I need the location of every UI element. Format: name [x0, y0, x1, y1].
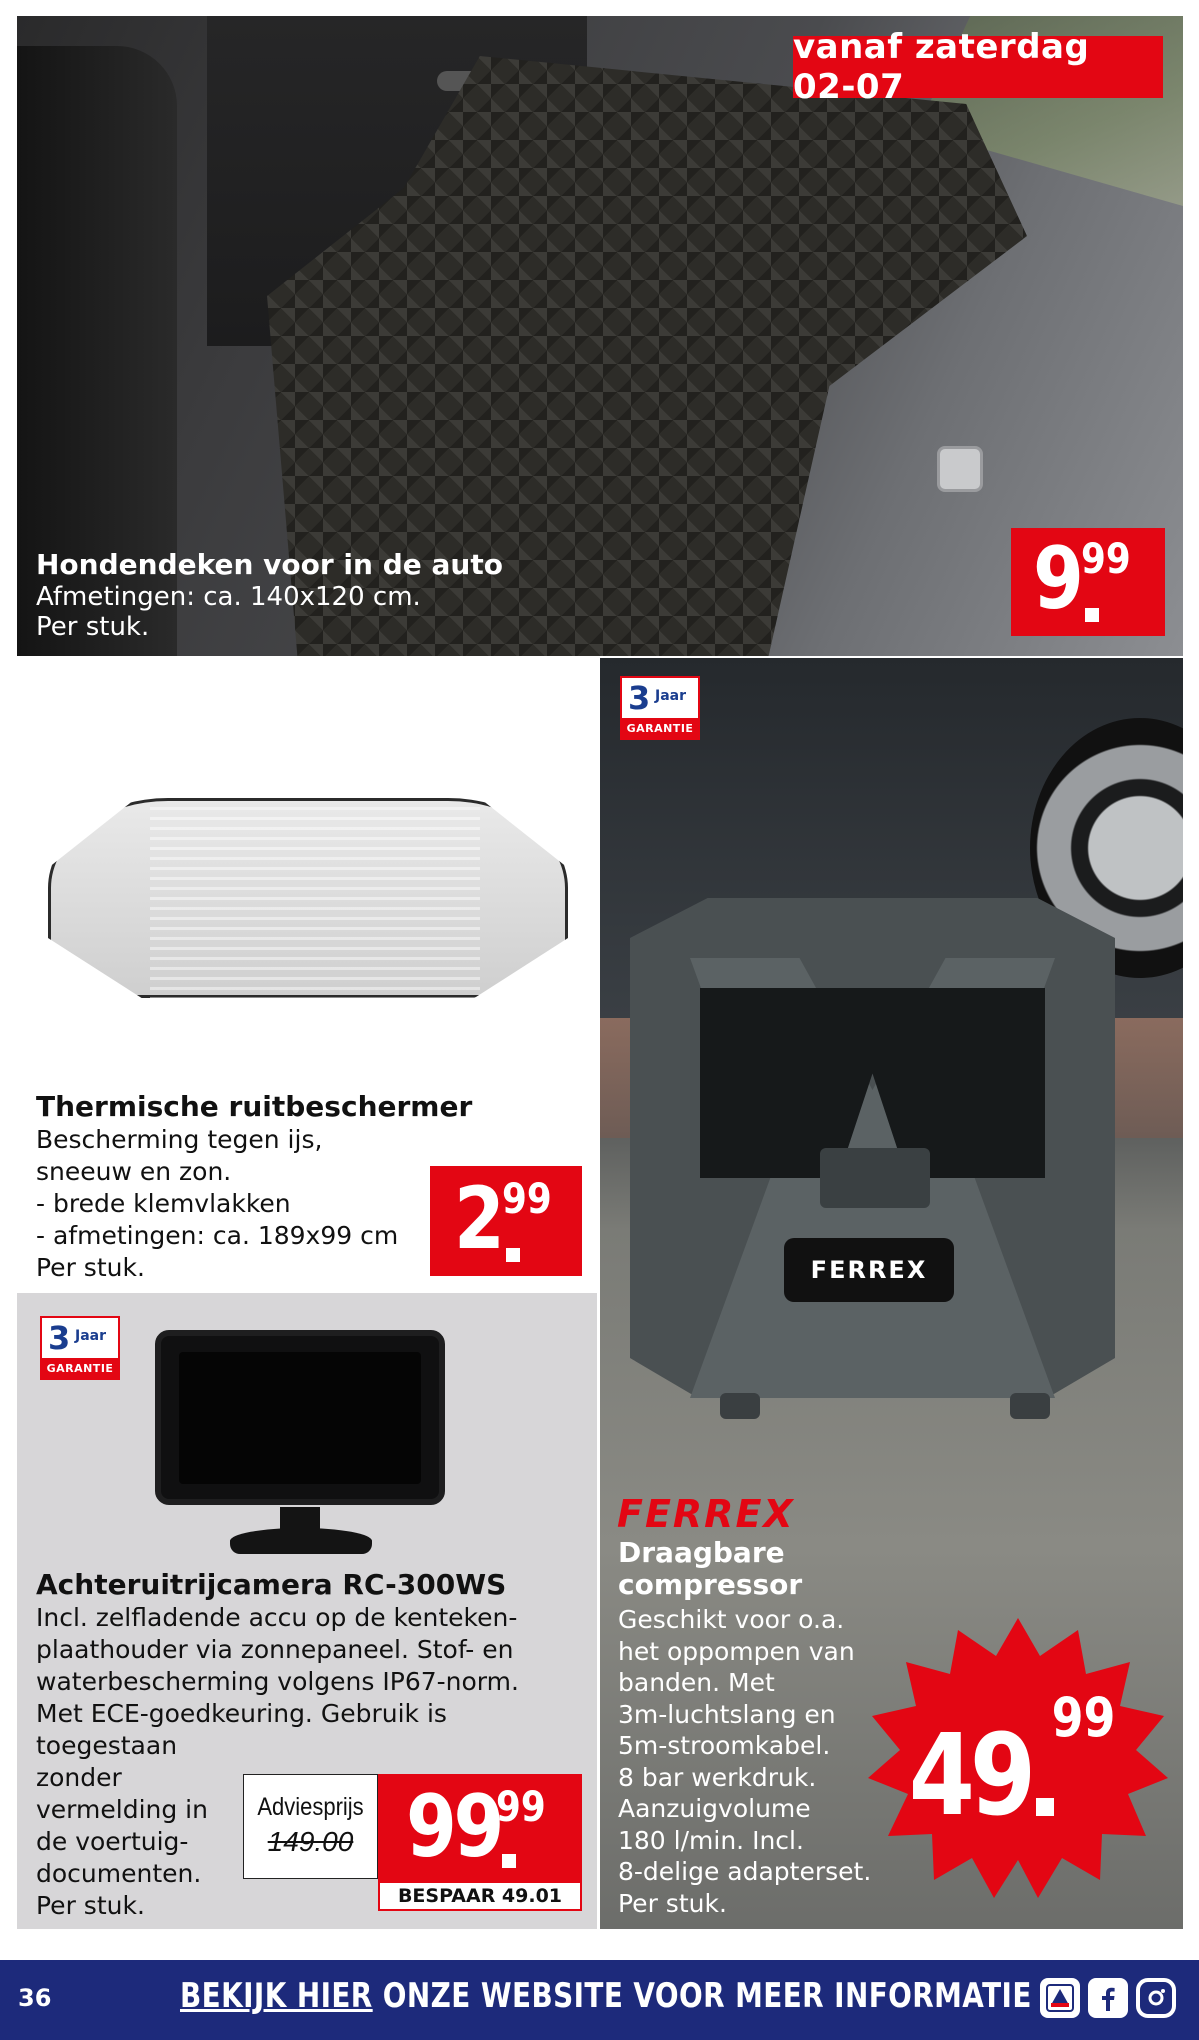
camera-line: vermelding in — [36, 1795, 208, 1824]
camera-line: toegestaan — [36, 1731, 178, 1760]
camera-line: Per stuk. — [36, 1891, 145, 1920]
compressor-line: 180 l/min. Incl. — [618, 1825, 804, 1855]
price-integer: 49 — [908, 1710, 1032, 1841]
door-latch — [937, 446, 983, 492]
savings-label: BESPAAR 49.01 — [378, 1881, 582, 1911]
facebook-glyph — [1095, 1985, 1121, 2011]
window-cover-line: - brede klemvlakken — [36, 1189, 291, 1218]
compressor-line: Geschikt voor o.a. — [618, 1605, 845, 1634]
footer-cta — [180, 1976, 1032, 2016]
compressor-foot — [720, 1393, 760, 1419]
camera-line: Incl. zelfladende accu op de kenteken- — [36, 1603, 518, 1632]
window-cover-line: Bescherming tegen ijs, — [36, 1125, 323, 1154]
price-decimals: 99 — [1081, 534, 1131, 583]
warranty-years: 3 — [48, 1319, 71, 1357]
price-integer: 99 — [406, 1777, 501, 1877]
camera-line: de voertuig- — [36, 1827, 189, 1856]
warranty-unit: Jaar — [655, 688, 687, 704]
website-link[interactable]: BEKIJK HIER — [180, 1976, 373, 2016]
compressor-line: 8-delige adapterset. — [618, 1857, 872, 1886]
facebook-icon[interactable] — [1088, 1978, 1128, 2018]
advies-price-box — [243, 1774, 378, 1879]
instagram-icon[interactable] — [1136, 1978, 1176, 2018]
camera-warranty-badge — [40, 1316, 120, 1380]
window-cover-line: sneeuw en zon. — [36, 1157, 232, 1186]
price-integer: 9 — [1033, 529, 1081, 629]
camera-title: Achteruitrijcamera RC-300WS — [36, 1568, 507, 1601]
camera-line: documenten. — [36, 1859, 202, 1888]
blanket-line: Afmetingen: ca. 140x120 cm. — [36, 582, 421, 612]
instagram-glyph — [1143, 1985, 1169, 2011]
advies-old-price: 149.00 — [267, 1826, 354, 1857]
camera-line: zonder — [36, 1763, 122, 1792]
window-cover-line: Per stuk. — [36, 1253, 145, 1282]
blanket-price-tag — [1011, 528, 1165, 636]
price-dot — [502, 1854, 516, 1868]
ferrex-brand-logo: FERREX — [617, 1492, 795, 1536]
compressor-warranty-badge — [620, 676, 700, 740]
compressor-line: Aanzuigvolume — [618, 1794, 811, 1823]
window-cover-line: - afmetingen: ca. 189x99 cm — [36, 1221, 399, 1250]
compressor-price-burst — [868, 1618, 1168, 1898]
price-dot — [1085, 608, 1099, 622]
power-switch-panel — [820, 1148, 930, 1208]
warranty-label: GARANTIE — [622, 718, 698, 738]
camera-line: plaathouder via zonnepaneel. Stof- en — [36, 1635, 514, 1664]
aldi-icon[interactable] — [1040, 1978, 1080, 2018]
price-decimals: 99 — [496, 1782, 546, 1831]
camera-line: Met ECE-goedkeuring. Gebruik is — [36, 1699, 447, 1728]
compressor-title — [618, 1537, 802, 1601]
price-decimals: 99 — [1051, 1685, 1116, 1749]
compressor-line: 3m-luchtslang en — [618, 1699, 836, 1729]
camera-price-tag — [378, 1774, 582, 1881]
camera-line: waterbescherming volgens IP67-norm. — [36, 1667, 519, 1696]
warranty-label: GARANTIE — [42, 1358, 118, 1378]
compressor-line: Per stuk. — [618, 1888, 727, 1918]
footer-cta-rest: ONZE WEBSITE VOOR MEER INFORMATIE — [372, 1976, 1032, 2016]
window-cover-price-tag — [430, 1166, 582, 1276]
window-cover-texture — [150, 800, 480, 1000]
warranty-years: 3 — [628, 679, 651, 717]
camera-monitor — [155, 1330, 445, 1505]
price-integer: 2 — [454, 1169, 502, 1269]
warranty-unit: Jaar — [75, 1328, 107, 1344]
compressor-line: het oppompen van — [618, 1636, 855, 1666]
blanket-text — [36, 548, 503, 642]
window-cover-title: Thermische ruitbeschermer — [36, 1090, 473, 1123]
compressor-description — [618, 1604, 871, 1919]
footer-bar — [0, 1960, 1199, 2040]
price-dot — [506, 1248, 520, 1262]
monitor-display — [179, 1352, 421, 1484]
advies-label: Adviesprijs — [257, 1793, 364, 1821]
compressor-line: 5m-stroomkabel. — [618, 1731, 831, 1760]
compressor-title-line: compressor — [618, 1568, 803, 1601]
compressor-line: banden. Met — [618, 1668, 775, 1697]
monitor-base — [230, 1528, 372, 1554]
price-decimals: 99 — [502, 1174, 552, 1223]
compressor-title-line: Draagbare — [618, 1536, 785, 1569]
compressor-line: 8 bar werkdruk. — [618, 1762, 817, 1792]
social-icons — [1040, 1978, 1176, 2018]
window-cover-text — [36, 1090, 472, 1284]
promo-date-badge: vanaf zaterdag 02-07 — [793, 36, 1163, 98]
aldi-logo-shape — [1045, 1983, 1075, 2013]
price-dot — [1036, 1798, 1054, 1816]
compressor-logo: FERREX — [784, 1238, 954, 1302]
compressor-foot — [1010, 1393, 1050, 1419]
page-number: 36 — [18, 1984, 52, 2012]
blanket-line: Per stuk. — [36, 612, 150, 642]
blanket-title: Hondendeken voor in de auto — [36, 548, 503, 581]
